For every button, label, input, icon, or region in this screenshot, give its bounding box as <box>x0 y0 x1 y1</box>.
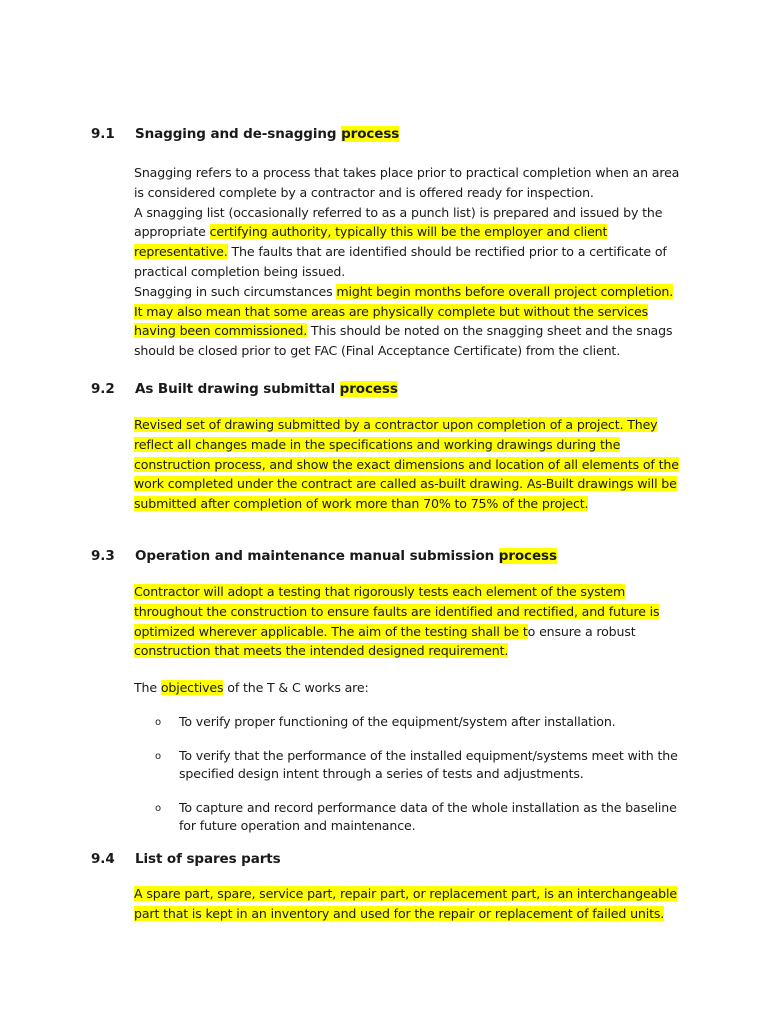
highlighted-text: certifying authority, typically this will be the employer and client <box>209 224 608 240</box>
body-text: practical completion being issued. <box>134 263 346 279</box>
section-number: 9.2 <box>91 381 115 397</box>
highlighted-text: throughout the construction to ensure faults are identified and rectified, and future is <box>134 603 660 619</box>
text-line <box>134 582 684 602</box>
highlighted-text: Contractor will adopt a testing that rigorously tests each element of the system <box>134 584 626 599</box>
text-line <box>134 163 684 183</box>
section-title: List of spares parts <box>135 851 281 867</box>
section-heading-9-1 <box>91 126 399 142</box>
text-line <box>134 678 684 698</box>
section-heading-9-2 <box>91 381 398 397</box>
body-text: is considered complete by a contractor and is offered ready for inspection. <box>134 184 594 200</box>
text-line <box>134 415 684 435</box>
text-line <box>134 641 684 661</box>
section-title: Snagging and de-snagging <box>135 126 342 142</box>
section-number: 9.1 <box>91 126 115 142</box>
body-text: Snagging in such circumstances <box>134 283 337 299</box>
body-text: The <box>134 680 161 695</box>
text-line <box>134 282 684 302</box>
bullet-marker: o <box>155 717 161 728</box>
highlighted-text: Revised set of drawing submitted by a contractor upon completion of a project. They <box>134 417 658 432</box>
list-item-text: To verify that the performance of the installed equipment/systems meet with the specified design intent through a series of tests and adjustments. <box>179 748 678 781</box>
text-line <box>134 622 684 642</box>
paragraph-as-built <box>134 415 684 514</box>
text-line <box>134 904 684 924</box>
text-line <box>134 602 684 622</box>
bullet-marker: o <box>155 803 161 814</box>
text-line <box>134 455 684 475</box>
text-line <box>134 242 684 262</box>
body-text: This should be noted on the snagging sheet and the snags <box>307 323 673 339</box>
highlighted-text: part that is kept in an inventory and used for the repair or replacement of failed units. <box>134 905 665 921</box>
text-line <box>134 183 684 203</box>
highlighted-title-word: process <box>498 548 557 564</box>
highlighted-title-word: process <box>339 381 398 397</box>
body-text: o ensure a robust <box>527 623 636 639</box>
highlighted-text: reflect all changes made in the specifications and working drawings during the <box>134 436 621 452</box>
highlighted-text: It may also mean that some areas are physically complete but without the services <box>134 303 649 319</box>
text-line <box>134 203 684 223</box>
section-title: Operation and maintenance manual submission <box>135 548 499 564</box>
highlighted-title-word: process <box>341 126 400 142</box>
text-line <box>134 321 684 341</box>
paragraph-snagging <box>134 163 684 361</box>
section-title: As Built drawing submittal <box>135 381 340 397</box>
paragraph-testing <box>134 582 684 661</box>
highlighted-text: might begin months before overall project completion. <box>336 283 674 299</box>
body-text: should be closed prior to get FAC (Final Acceptance Certificate) from the client. <box>134 343 621 359</box>
bullet-marker: o <box>155 751 161 762</box>
body-text: The faults that are identified should be rectified prior to a certificate of <box>227 244 667 260</box>
paragraph-spare-parts <box>134 884 684 924</box>
text-line <box>134 884 684 904</box>
highlighted-text: having been commissioned. <box>134 323 308 339</box>
text-line <box>134 222 684 242</box>
objectives-intro <box>134 678 684 698</box>
highlighted-text: construction process, and show the exact dimensions and location of all elements of the <box>134 456 679 472</box>
highlighted-text: optimized wherever applicable. The aim of the testing shall be t <box>134 623 528 639</box>
list-item-text: To verify proper functioning of the equipment/system after installation. <box>179 714 616 729</box>
text-line <box>134 302 684 322</box>
highlighted-text: objectives <box>160 680 224 695</box>
body-text: Snagging refers to a process that takes place prior to practical completion when an area <box>134 165 680 180</box>
list-item-text: To capture and record performance data of the whole installation as the baseline for future operation and maintenance. <box>179 800 677 833</box>
body-text: of the T & C works are: <box>223 680 369 695</box>
text-line <box>134 262 684 282</box>
highlighted-text: A spare part, spare, service part, repair part, or replacement part, is an interchangeable <box>134 886 677 901</box>
highlighted-text: submitted after completion of work more than 70% to 75% of the project. <box>134 496 589 512</box>
highlighted-text: representative. <box>134 244 228 260</box>
body-text: A snagging list (occasionally referred to as a punch list) is prepared and issued by the <box>134 204 663 220</box>
section-number: 9.3 <box>91 548 115 564</box>
section-number: 9.4 <box>91 851 115 867</box>
section-heading-9-3 <box>91 548 557 564</box>
body-text: appropriate <box>134 224 210 240</box>
text-line <box>134 494 684 514</box>
text-line <box>134 341 684 361</box>
highlighted-text: work completed under the contract are called as-built drawing. As-Built drawings will be <box>134 476 677 492</box>
text-line <box>134 474 684 494</box>
section-heading-9-4 <box>91 851 281 867</box>
highlighted-text: construction that meets the intended designed requirement. <box>134 643 509 659</box>
text-line <box>134 435 684 455</box>
